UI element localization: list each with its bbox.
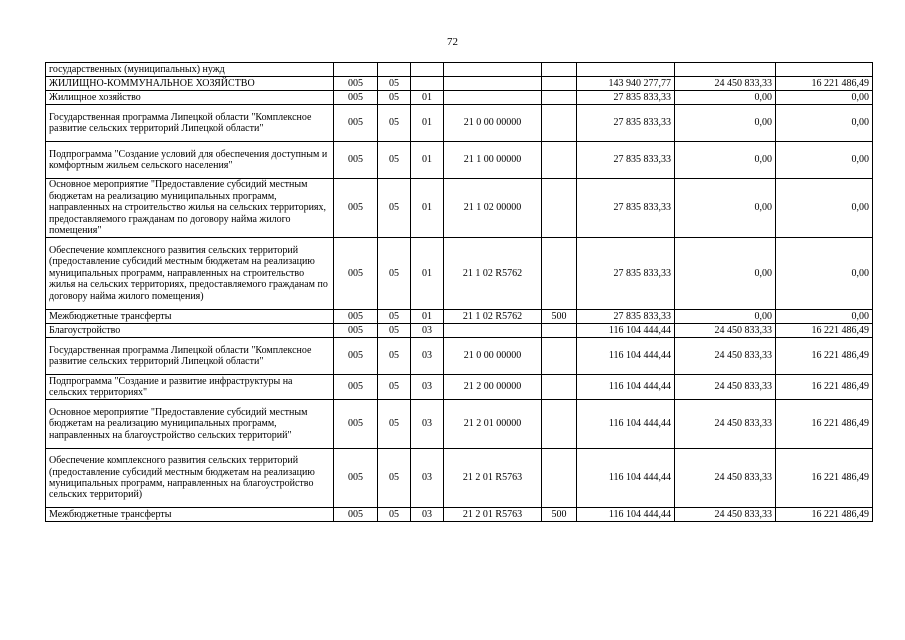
amount-year-3: 0,00 [776,142,873,179]
amount-year-2: 24 450 833,33 [675,338,776,375]
amount-year-1: 116 104 444,44 [577,400,675,449]
row-name: Основное мероприятие "Предоставление субсидий местным бюджетам на реализацию муниципальных программ, направленных на благоустройство сельских территорий" [46,400,334,449]
expense-type-code [542,105,577,142]
section-code: 05 [378,142,411,179]
amount-year-3 [776,63,873,77]
amount-year-2 [675,63,776,77]
amount-year-2: 24 450 833,33 [675,508,776,522]
subsection-code: 01 [411,238,444,310]
subsection-code: 03 [411,400,444,449]
section-code: 05 [378,400,411,449]
amount-year-3: 16 221 486,49 [776,324,873,338]
amount-year-1: 27 835 833,33 [577,179,675,238]
ministry-code: 005 [334,105,378,142]
table-row [46,179,873,238]
section-code: 05 [378,324,411,338]
section-code: 05 [378,238,411,310]
table-row [46,91,873,105]
ministry-code: 005 [334,91,378,105]
ministry-code: 005 [334,310,378,324]
amount-year-3: 0,00 [776,105,873,142]
section-code: 05 [378,338,411,375]
subsection-code: 03 [411,508,444,522]
expense-type-code [542,324,577,338]
amount-year-1: 116 104 444,44 [577,338,675,375]
amount-year-2: 24 450 833,33 [675,77,776,91]
amount-year-1: 116 104 444,44 [577,508,675,522]
amount-year-1: 116 104 444,44 [577,375,675,400]
subsection-code [411,77,444,91]
amount-year-2: 0,00 [675,179,776,238]
amount-year-3: 16 221 486,49 [776,375,873,400]
subsection-code: 01 [411,105,444,142]
ministry-code: 005 [334,324,378,338]
ministry-code: 005 [334,449,378,508]
target-item-code [444,324,542,338]
section-code: 05 [378,375,411,400]
row-name: Благоустройство [46,324,334,338]
target-item-code: 21 1 02 R5762 [444,238,542,310]
ministry-code: 005 [334,338,378,375]
row-name: Обеспечение комплексного развития сельских территорий (предоставление субсидий местным бюджетам на реализацию муниципальных программ, направленных на благоустройство сельских территорий) [46,449,334,508]
section-code [378,63,411,77]
amount-year-1: 27 835 833,33 [577,91,675,105]
table-row [46,142,873,179]
target-item-code: 21 0 00 00000 [444,105,542,142]
amount-year-3: 16 221 486,49 [776,400,873,449]
expense-type-code [542,338,577,375]
ministry-code: 005 [334,238,378,310]
amount-year-2: 0,00 [675,310,776,324]
row-name: Межбюджетные трансферты [46,310,334,324]
target-item-code: 21 2 01 R5763 [444,508,542,522]
target-item-code: 21 0 00 00000 [444,338,542,375]
target-item-code: 21 2 01 R5763 [444,449,542,508]
amount-year-2: 0,00 [675,142,776,179]
amount-year-1: 27 835 833,33 [577,142,675,179]
row-name: Жилищное хозяйство [46,91,334,105]
ministry-code: 005 [334,508,378,522]
subsection-code: 03 [411,324,444,338]
amount-year-3: 16 221 486,49 [776,508,873,522]
target-item-code [444,77,542,91]
expense-type-code: 500 [542,310,577,324]
row-name: Подпрограмма "Создание условий для обеспечения доступным и комфортным жильем сельского населения" [46,142,334,179]
table-row [46,449,873,508]
amount-year-1: 116 104 444,44 [577,449,675,508]
expense-type-code [542,77,577,91]
row-name: Государственная программа Липецкой области "Комплексное развитие сельских территорий Липецкой области" [46,338,334,375]
ministry-code: 005 [334,77,378,91]
row-name: государственных (муниципальных) нужд [46,63,334,77]
target-item-code: 21 2 01 00000 [444,400,542,449]
amount-year-1: 27 835 833,33 [577,238,675,310]
table-row [46,338,873,375]
amount-year-3: 0,00 [776,310,873,324]
amount-year-1: 116 104 444,44 [577,324,675,338]
expense-type-code [542,179,577,238]
section-code: 05 [378,91,411,105]
ministry-code: 005 [334,142,378,179]
row-name: Межбюджетные трансферты [46,508,334,522]
expense-type-code [542,449,577,508]
subsection-code: 03 [411,375,444,400]
subsection-code: 01 [411,179,444,238]
amount-year-3: 16 221 486,49 [776,338,873,375]
target-item-code [444,91,542,105]
table-row [46,508,873,522]
subsection-code: 01 [411,142,444,179]
expense-type-code [542,142,577,179]
row-name: Основное мероприятие "Предоставление субсидий местным бюджетам на реализацию муниципальных программ, направленных на строительство жилья на сельских территориях, предоставляемого гражданам по договору найма жилого помещения" [46,179,334,238]
table-row [46,324,873,338]
section-code: 05 [378,105,411,142]
table-row [46,400,873,449]
amount-year-1 [577,63,675,77]
amount-year-2: 24 450 833,33 [675,324,776,338]
amount-year-2: 24 450 833,33 [675,375,776,400]
amount-year-3: 16 221 486,49 [776,77,873,91]
subsection-code [411,63,444,77]
expense-type-code [542,91,577,105]
row-name: Государственная программа Липецкой области "Комплексное развитие сельских территорий Липецкой области" [46,105,334,142]
page-number: 72 [447,36,458,48]
table-row [46,238,873,310]
subsection-code: 03 [411,338,444,375]
amount-year-2: 0,00 [675,238,776,310]
amount-year-3: 16 221 486,49 [776,449,873,508]
section-code: 05 [378,77,411,91]
expense-type-code [542,400,577,449]
amount-year-3: 0,00 [776,91,873,105]
section-code: 05 [378,449,411,508]
amount-year-2: 0,00 [675,91,776,105]
expense-type-code [542,375,577,400]
table-row [46,77,873,91]
amount-year-1: 27 835 833,33 [577,105,675,142]
ministry-code: 005 [334,375,378,400]
subsection-code: 01 [411,91,444,105]
subsection-code: 01 [411,310,444,324]
target-item-code: 21 1 00 00000 [444,142,542,179]
table-row [46,375,873,400]
section-code: 05 [378,310,411,324]
ministry-code: 005 [334,179,378,238]
amount-year-3: 0,00 [776,179,873,238]
table-row [46,105,873,142]
target-item-code: 21 1 02 R5762 [444,310,542,324]
budget-table [45,62,873,522]
amount-year-1: 143 940 277,77 [577,77,675,91]
target-item-code [444,63,542,77]
table-row [46,310,873,324]
ministry-code: 005 [334,400,378,449]
row-name: Подпрограмма "Создание и развитие инфраструктуры на сельских территориях" [46,375,334,400]
amount-year-2: 0,00 [675,105,776,142]
target-item-code: 21 1 02 00000 [444,179,542,238]
amount-year-3: 0,00 [776,238,873,310]
amount-year-2: 24 450 833,33 [675,400,776,449]
ministry-code [334,63,378,77]
amount-year-1: 27 835 833,33 [577,310,675,324]
expense-type-code [542,63,577,77]
expense-type-code [542,238,577,310]
target-item-code: 21 2 00 00000 [444,375,542,400]
expense-type-code: 500 [542,508,577,522]
amount-year-2: 24 450 833,33 [675,449,776,508]
section-code: 05 [378,179,411,238]
table-row [46,63,873,77]
row-name: ЖИЛИЩНО-КОММУНАЛЬНОЕ ХОЗЯЙСТВО [46,77,334,91]
subsection-code: 03 [411,449,444,508]
row-name: Обеспечение комплексного развития сельских территорий (предоставление субсидий местным бюджетам на реализацию муниципальных программ, направленных на строительство жилья на сельских территориях, предоставляемого гражданам по договору найма жилого помещения) [46,238,334,310]
section-code: 05 [378,508,411,522]
